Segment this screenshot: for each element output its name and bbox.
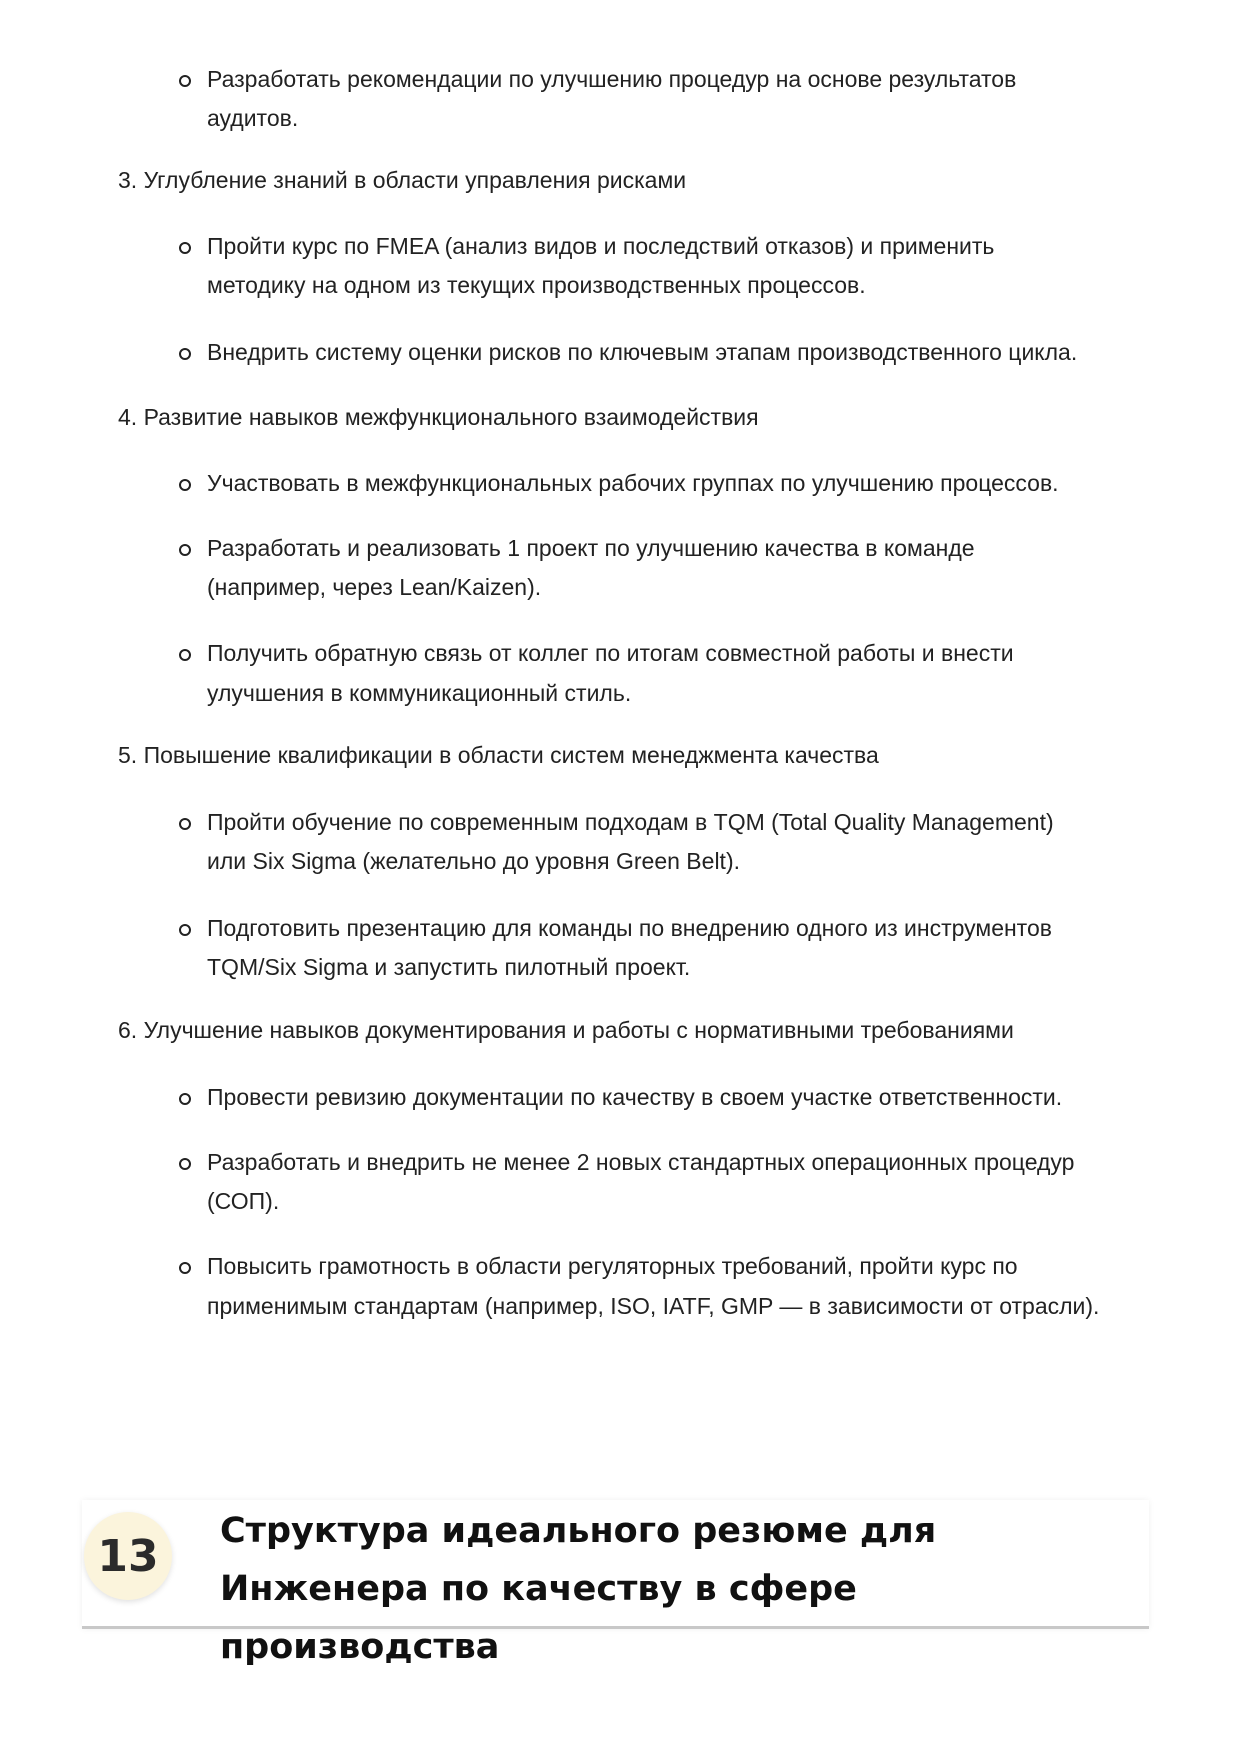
list-item-text: Разработать и реализовать 1 проект по улучшению качества в команде — [207, 535, 975, 561]
bullet-icon — [179, 924, 191, 936]
list-item-text: Получить обратную связь от коллег по итогам совместной работы и внести — [207, 640, 1014, 666]
list-item-text: улучшения в коммуникационный стиль. — [207, 680, 632, 706]
list-item-text: Разработать рекомендации по улучшению процедур на основе результатов — [207, 66, 1017, 92]
list-item-text: TQM/Six Sigma и запустить пилотный проект. — [207, 954, 691, 980]
goal-heading: 6. Улучшение навыков документирования и работы с нормативными требованиями — [118, 1017, 1014, 1043]
bullet-icon — [179, 75, 191, 87]
list-item-text: Подготовить презентацию для команды по внедрению одного из инструментов — [207, 915, 1052, 941]
bullet-icon — [179, 348, 191, 360]
bullet-icon — [179, 1093, 191, 1105]
goal-heading: 4. Развитие навыков межфункционального взаимодействия — [118, 404, 759, 430]
goal-heading: 5. Повышение квалификации в области систем менеджмента качества — [118, 742, 879, 768]
list-item-text: или Six Sigma (желательно до уровня Green Belt). — [207, 848, 740, 874]
bullet-icon — [179, 818, 191, 830]
list-item-text: Разработать и внедрить не менее 2 новых стандартных операционных процедур — [207, 1149, 1075, 1175]
bullet-icon — [179, 479, 191, 491]
list-item-text: Провести ревизию документации по качеству в своем участке ответственности. — [207, 1084, 1063, 1110]
list-item-text: (СОП). — [207, 1188, 280, 1214]
list-item-text: Повысить грамотность в области регуляторных требований, пройти курс по — [207, 1253, 1018, 1279]
list-item-text: Пройти обучение по современным подходам в TQM (Total Quality Management) — [207, 809, 1054, 835]
list-item-text: методику на одном из текущих производственных процессов. — [207, 272, 866, 298]
bullet-icon — [179, 649, 191, 661]
list-item-text: аудитов. — [207, 105, 299, 131]
section-number-badge: 13 — [84, 1512, 172, 1600]
bullet-icon — [179, 1158, 191, 1170]
list-item-text: Пройти курс по FMEA (анализ видов и последствий отказов) и применить — [207, 233, 995, 259]
list-item-text: Участвовать в межфункциональных рабочих группах по улучшению процессов. — [207, 470, 1059, 496]
bullet-icon — [179, 1262, 191, 1274]
section-title: Структура идеального резюме для Инженера по качеству в сфере производства — [220, 1511, 937, 1667]
list-item-text: применимым стандартам (например, ISO, IATF, GMP — в зависимости от отрасли). — [207, 1293, 1100, 1319]
bullet-icon — [179, 242, 191, 254]
goal-heading: 3. Углубление знаний в области управления рисками — [118, 167, 687, 193]
list-item-text: Внедрить систему оценки рисков по ключевым этапам производственного цикла. — [207, 339, 1078, 365]
bullet-icon — [179, 544, 191, 556]
list-item-text: (например, через Lean/Kaizen). — [207, 574, 542, 600]
